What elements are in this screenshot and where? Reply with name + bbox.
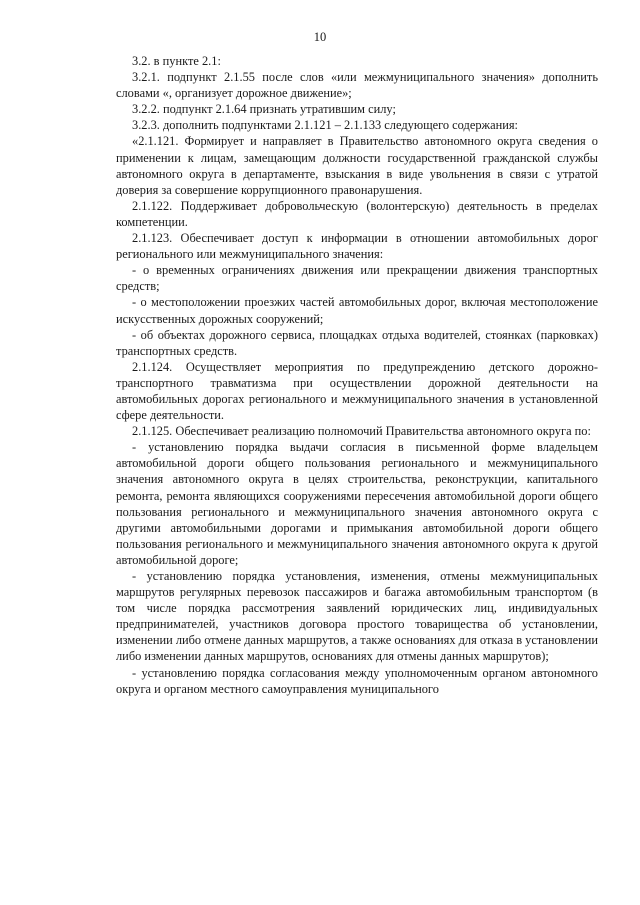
list-item: - об объектах дорожного сервиса, площадках отдыха водителей, стоянках (парковках) транспортных средств.	[116, 327, 598, 358]
page-number: 10	[313, 30, 327, 44]
paragraph: «2.1.121. Формирует и направляет в Правительство автономного округа сведения о применении к лицам, замещающим должности государственной гражданской службы автономного округа в департаменте, взыскания в виде увольнения в связи с утратой доверия за совершение коррупционного правонарушения.	[116, 134, 598, 197]
document-body	[116, 53, 598, 697]
paragraph: 2.1.123. Обеспечивает доступ к информации в отношении автомобильных дорог регионального или межмуниципального значения:	[116, 231, 598, 262]
paragraph: 2.1.125. Обеспечивает реализацию полномочий Правительства автономного округа по:	[132, 424, 591, 439]
paragraph: 3.2.3. дополнить подпунктами 2.1.121 – 2.1.133 следующего содержания:	[132, 118, 518, 133]
paragraph: 2.1.122. Поддерживает добровольческую (волонтерскую) деятельность в пределах компетенции.	[116, 198, 598, 229]
paragraph: 3.2. в пункте 2.1:	[132, 54, 221, 68]
paragraph: 3.2.1. подпункт 2.1.55 после слов «или межмуниципального значения» дополнить словами «, организует дорожное движение»;	[116, 70, 598, 101]
list-item: - о временных ограничениях движения или прекращении движения транспортных средств;	[116, 263, 598, 294]
list-item: - о местоположении проезжих частей автомобильных дорог, включая местоположение искусственных дорожных сооружений;	[116, 295, 598, 326]
list-item: - установлению порядка согласования между уполномоченным органом автономного округа и органом местного самоуправления муниципального	[116, 665, 598, 696]
paragraph: 3.2.2. подпункт 2.1.64 признать утратившим силу;	[132, 102, 396, 117]
list-item: - установлению порядка установления, изменения, отмены межмуниципальных маршрутов регулярных перевозок пассажиров и багажа автомобильным транспортом (в том числе порядка рассмотрения заявлений юридических лиц, индивидуальных предпринимателей, участников договора простого товарищества об установлении, изменении либо отмене данных маршрутов, а также основаниях для отказа в установлении либо изменении данных маршрутов, основаниях для отмены данных маршрутов);	[116, 569, 598, 664]
list-item: - установлению порядка выдачи согласия в письменной форме владельцем автомобильной дороги общего пользования регионального и межмуниципального значения автономного округа в целях строительства, реконструкции, капитального ремонта, ремонта являющихся сооружениями пересечения автомобильной дороги общего пользования регионального и межмуниципального значения автономного округа с другими автомобильными дорогами и примыкания автомобильной дороги общего пользования регионального и межмуниципального значения автономного округа к другой автомобильной дороге;	[116, 440, 598, 567]
paragraph: 2.1.124. Осуществляет мероприятия по предупреждению детского дорожно-транспортного травматизма при осуществлении дорожной деятельности на автомобильных дорогах регионального и межмуниципального значения в установленной сфере деятельности.	[116, 359, 598, 423]
